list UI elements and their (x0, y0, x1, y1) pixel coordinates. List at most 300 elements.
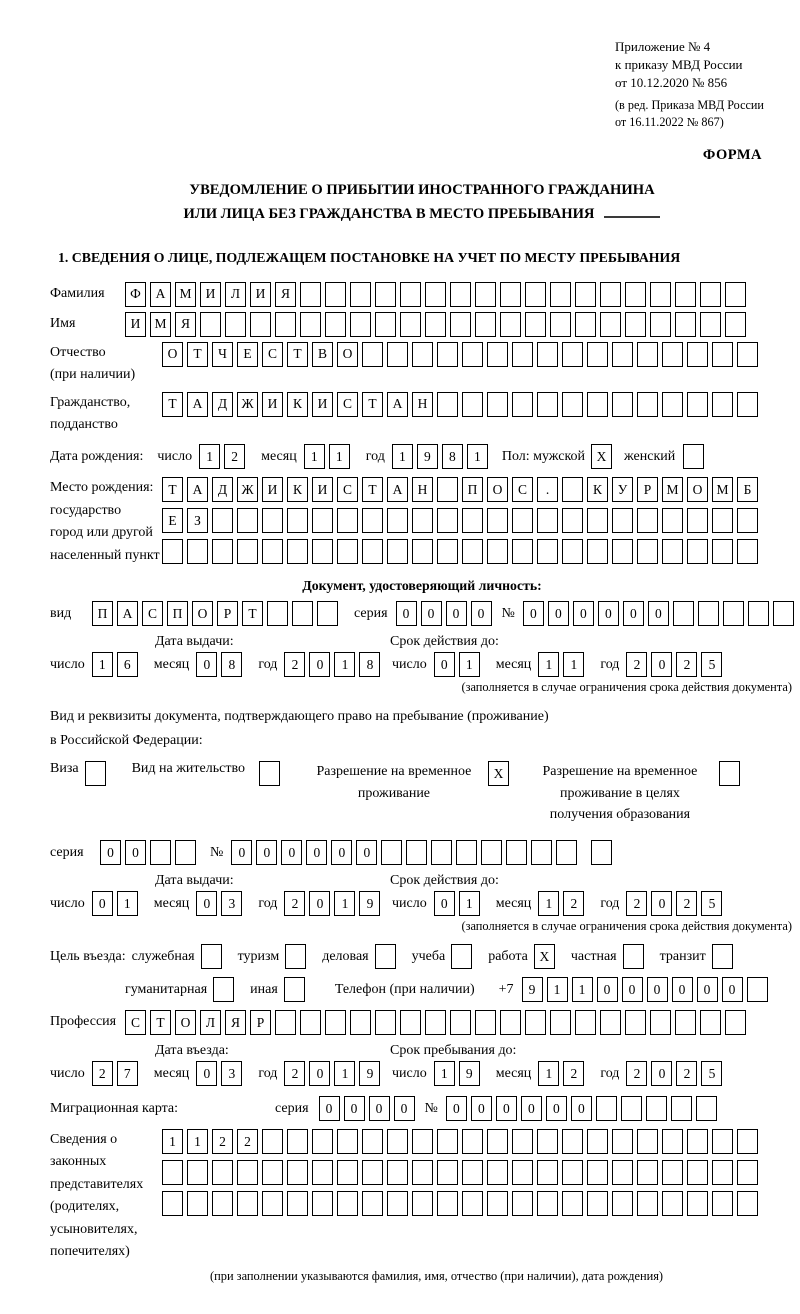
char-cell[interactable] (612, 1160, 633, 1185)
char-cell[interactable] (487, 539, 508, 564)
char-cell[interactable]: 0 (434, 652, 455, 677)
char-cell[interactable] (637, 1160, 658, 1185)
char-cell[interactable]: 0 (306, 840, 327, 865)
char-cell[interactable] (550, 282, 571, 307)
char-cell[interactable]: 0 (196, 1061, 217, 1086)
char-cell[interactable] (262, 1191, 283, 1216)
char-cell[interactable] (487, 508, 508, 533)
char-cell[interactable] (575, 312, 596, 337)
char-cell[interactable] (325, 312, 346, 337)
char-cell[interactable]: 0 (548, 601, 569, 626)
char-cell[interactable] (481, 840, 502, 865)
char-cell[interactable] (300, 1010, 321, 1035)
char-cell[interactable]: 0 (521, 1096, 542, 1121)
char-cell[interactable] (537, 508, 558, 533)
char-cell[interactable] (662, 508, 683, 533)
char-cell[interactable]: 9 (359, 891, 380, 916)
char-cell[interactable] (650, 1010, 671, 1035)
char-cell[interactable]: Я (175, 312, 196, 337)
char-cell[interactable]: С (125, 1010, 146, 1035)
char-cell[interactable]: 1 (199, 444, 220, 469)
char-cell[interactable]: 1 (334, 1061, 355, 1086)
char-cell[interactable]: 1 (162, 1129, 183, 1154)
char-cell[interactable]: 0 (421, 601, 442, 626)
char-cell[interactable] (475, 282, 496, 307)
char-cell[interactable]: 8 (359, 652, 380, 677)
char-cell[interactable] (312, 1160, 333, 1185)
char-cell[interactable] (162, 1160, 183, 1185)
phone-digit-cell[interactable]: 9 (522, 977, 543, 1002)
char-cell[interactable] (700, 1010, 721, 1035)
char-cell[interactable] (300, 282, 321, 307)
char-cell[interactable] (337, 1160, 358, 1185)
char-cell[interactable] (687, 539, 708, 564)
phone-digit-cell[interactable] (747, 977, 768, 1002)
char-cell[interactable] (675, 1010, 696, 1035)
char-cell[interactable] (187, 1160, 208, 1185)
phone-digit-cell[interactable]: 0 (697, 977, 718, 1002)
char-cell[interactable] (312, 1129, 333, 1154)
char-cell[interactable] (487, 1129, 508, 1154)
char-cell[interactable]: О (175, 1010, 196, 1035)
char-cell[interactable] (637, 1129, 658, 1154)
char-cell[interactable]: 2 (563, 891, 584, 916)
char-cell[interactable] (375, 282, 396, 307)
char-cell[interactable] (387, 539, 408, 564)
char-cell[interactable] (425, 282, 446, 307)
char-cell[interactable] (562, 342, 583, 367)
char-cell[interactable] (562, 539, 583, 564)
char-cell[interactable] (487, 1160, 508, 1185)
char-cell[interactable]: 0 (446, 1096, 467, 1121)
char-cell[interactable] (350, 282, 371, 307)
char-cell[interactable]: М (662, 477, 683, 502)
char-cell[interactable] (200, 312, 221, 337)
char-cell[interactable] (562, 477, 583, 502)
char-cell[interactable] (712, 1191, 733, 1216)
char-cell[interactable] (512, 1160, 533, 1185)
char-cell[interactable] (673, 601, 694, 626)
purpose-humanitarian-checkbox[interactable] (213, 977, 234, 1002)
sex-male-checkbox[interactable]: X (591, 444, 612, 469)
char-cell[interactable] (267, 601, 288, 626)
char-cell[interactable] (748, 601, 769, 626)
char-cell[interactable]: 1 (334, 891, 355, 916)
char-cell[interactable]: К (287, 477, 308, 502)
char-cell[interactable]: Т (150, 1010, 171, 1035)
char-cell[interactable]: 0 (571, 1096, 592, 1121)
char-cell[interactable] (698, 601, 719, 626)
char-cell[interactable] (150, 840, 171, 865)
char-cell[interactable] (650, 282, 671, 307)
char-cell[interactable] (162, 1191, 183, 1216)
char-cell[interactable] (437, 1160, 458, 1185)
char-cell[interactable] (612, 392, 633, 417)
char-cell[interactable]: К (587, 477, 608, 502)
char-cell[interactable]: 0 (331, 840, 352, 865)
char-cell[interactable]: 2 (284, 1061, 305, 1086)
char-cell[interactable] (612, 1129, 633, 1154)
char-cell[interactable]: Т (162, 392, 183, 417)
char-cell[interactable] (512, 1129, 533, 1154)
char-cell[interactable]: А (187, 477, 208, 502)
char-cell[interactable] (462, 1191, 483, 1216)
char-cell[interactable]: И (125, 312, 146, 337)
char-cell[interactable]: А (387, 477, 408, 502)
char-cell[interactable]: И (200, 282, 221, 307)
char-cell[interactable] (412, 539, 433, 564)
char-cell[interactable] (725, 282, 746, 307)
char-cell[interactable] (637, 539, 658, 564)
char-cell[interactable]: 0 (396, 601, 417, 626)
char-cell[interactable]: К (287, 392, 308, 417)
char-cell[interactable]: И (262, 477, 283, 502)
char-cell[interactable]: 2 (626, 891, 647, 916)
purpose-work-checkbox[interactable]: X (534, 944, 555, 969)
char-cell[interactable] (675, 312, 696, 337)
char-cell[interactable] (737, 342, 758, 367)
char-cell[interactable]: 0 (196, 652, 217, 677)
char-cell[interactable]: 0 (496, 1096, 517, 1121)
char-cell[interactable] (225, 312, 246, 337)
char-cell[interactable] (312, 539, 333, 564)
char-cell[interactable] (212, 1191, 233, 1216)
char-cell[interactable] (362, 508, 383, 533)
char-cell[interactable] (262, 1160, 283, 1185)
char-cell[interactable] (625, 282, 646, 307)
char-cell[interactable]: О (487, 477, 508, 502)
char-cell[interactable]: 3 (221, 1061, 242, 1086)
char-cell[interactable]: Л (225, 282, 246, 307)
char-cell[interactable] (412, 1160, 433, 1185)
char-cell[interactable]: Ж (237, 392, 258, 417)
char-cell[interactable]: Т (362, 477, 383, 502)
char-cell[interactable] (462, 342, 483, 367)
char-cell[interactable] (212, 539, 233, 564)
char-cell[interactable] (671, 1096, 692, 1121)
char-cell[interactable] (591, 840, 612, 865)
char-cell[interactable] (362, 1129, 383, 1154)
char-cell[interactable] (512, 342, 533, 367)
char-cell[interactable] (687, 1191, 708, 1216)
char-cell[interactable] (537, 1191, 558, 1216)
char-cell[interactable]: 0 (231, 840, 252, 865)
char-cell[interactable]: . (537, 477, 558, 502)
char-cell[interactable] (362, 1160, 383, 1185)
char-cell[interactable] (350, 1010, 371, 1035)
char-cell[interactable] (587, 392, 608, 417)
char-cell[interactable] (262, 539, 283, 564)
char-cell[interactable] (425, 1010, 446, 1035)
char-cell[interactable]: 0 (256, 840, 277, 865)
visa-checkbox[interactable] (85, 761, 106, 786)
char-cell[interactable] (287, 1160, 308, 1185)
char-cell[interactable] (487, 392, 508, 417)
char-cell[interactable] (512, 1191, 533, 1216)
char-cell[interactable]: 0 (309, 891, 330, 916)
char-cell[interactable]: М (712, 477, 733, 502)
char-cell[interactable]: 2 (284, 891, 305, 916)
char-cell[interactable]: 1 (92, 652, 113, 677)
char-cell[interactable] (375, 312, 396, 337)
char-cell[interactable]: 1 (329, 444, 350, 469)
phone-digit-cell[interactable]: 1 (547, 977, 568, 1002)
char-cell[interactable] (662, 539, 683, 564)
char-cell[interactable] (187, 1191, 208, 1216)
char-cell[interactable]: С (262, 342, 283, 367)
sex-female-checkbox[interactable] (683, 444, 704, 469)
char-cell[interactable] (587, 342, 608, 367)
char-cell[interactable] (387, 342, 408, 367)
char-cell[interactable] (600, 282, 621, 307)
char-cell[interactable]: 1 (563, 652, 584, 677)
char-cell[interactable]: 0 (651, 891, 672, 916)
temp-residence-checkbox[interactable]: X (488, 761, 509, 786)
char-cell[interactable] (646, 1096, 667, 1121)
char-cell[interactable] (725, 1010, 746, 1035)
char-cell[interactable] (437, 342, 458, 367)
char-cell[interactable] (687, 342, 708, 367)
char-cell[interactable] (687, 392, 708, 417)
char-cell[interactable]: М (175, 282, 196, 307)
char-cell[interactable] (662, 392, 683, 417)
phone-digit-cell[interactable]: 1 (572, 977, 593, 1002)
char-cell[interactable]: С (142, 601, 163, 626)
char-cell[interactable] (375, 1010, 396, 1035)
char-cell[interactable]: Ч (212, 342, 233, 367)
char-cell[interactable]: О (337, 342, 358, 367)
char-cell[interactable]: П (462, 477, 483, 502)
char-cell[interactable]: Л (200, 1010, 221, 1035)
char-cell[interactable]: Н (412, 392, 433, 417)
char-cell[interactable]: 1 (459, 652, 480, 677)
char-cell[interactable] (387, 1160, 408, 1185)
purpose-business-checkbox[interactable] (375, 944, 396, 969)
char-cell[interactable]: А (150, 282, 171, 307)
residence-permit-checkbox[interactable] (259, 761, 280, 786)
char-cell[interactable] (662, 1129, 683, 1154)
char-cell[interactable] (637, 1191, 658, 1216)
char-cell[interactable] (237, 1191, 258, 1216)
char-cell[interactable] (737, 1191, 758, 1216)
char-cell[interactable] (525, 312, 546, 337)
char-cell[interactable] (562, 1129, 583, 1154)
char-cell[interactable] (712, 342, 733, 367)
char-cell[interactable] (337, 508, 358, 533)
char-cell[interactable]: 0 (471, 601, 492, 626)
char-cell[interactable] (525, 282, 546, 307)
char-cell[interactable] (550, 1010, 571, 1035)
char-cell[interactable]: Б (737, 477, 758, 502)
char-cell[interactable]: С (337, 392, 358, 417)
char-cell[interactable]: 5 (701, 1061, 722, 1086)
char-cell[interactable]: 2 (212, 1129, 233, 1154)
char-cell[interactable] (662, 1191, 683, 1216)
char-cell[interactable] (450, 1010, 471, 1035)
char-cell[interactable]: А (117, 601, 138, 626)
char-cell[interactable]: А (187, 392, 208, 417)
char-cell[interactable]: 2 (92, 1061, 113, 1086)
char-cell[interactable] (325, 282, 346, 307)
char-cell[interactable] (700, 312, 721, 337)
char-cell[interactable] (462, 1160, 483, 1185)
char-cell[interactable]: 0 (434, 891, 455, 916)
purpose-private-checkbox[interactable] (623, 944, 644, 969)
char-cell[interactable]: 2 (676, 1061, 697, 1086)
char-cell[interactable] (450, 282, 471, 307)
char-cell[interactable] (287, 539, 308, 564)
char-cell[interactable] (431, 840, 452, 865)
char-cell[interactable]: Я (225, 1010, 246, 1035)
char-cell[interactable] (387, 1129, 408, 1154)
char-cell[interactable]: Д (212, 392, 233, 417)
char-cell[interactable] (737, 539, 758, 564)
char-cell[interactable]: 0 (309, 1061, 330, 1086)
char-cell[interactable] (612, 508, 633, 533)
char-cell[interactable]: 0 (319, 1096, 340, 1121)
char-cell[interactable] (262, 1129, 283, 1154)
char-cell[interactable]: 0 (281, 840, 302, 865)
char-cell[interactable] (250, 312, 271, 337)
purpose-tourism-checkbox[interactable] (285, 944, 306, 969)
char-cell[interactable]: 0 (309, 652, 330, 677)
char-cell[interactable] (412, 1129, 433, 1154)
char-cell[interactable]: 6 (117, 652, 138, 677)
char-cell[interactable]: Р (217, 601, 238, 626)
char-cell[interactable]: М (150, 312, 171, 337)
char-cell[interactable] (712, 508, 733, 533)
char-cell[interactable] (212, 1160, 233, 1185)
char-cell[interactable] (237, 1160, 258, 1185)
temp-residence-education-checkbox[interactable] (719, 761, 740, 786)
char-cell[interactable] (575, 1010, 596, 1035)
char-cell[interactable] (687, 1129, 708, 1154)
char-cell[interactable]: 2 (676, 891, 697, 916)
char-cell[interactable]: 0 (369, 1096, 390, 1121)
char-cell[interactable]: 1 (187, 1129, 208, 1154)
char-cell[interactable] (506, 840, 527, 865)
char-cell[interactable] (187, 539, 208, 564)
char-cell[interactable] (612, 539, 633, 564)
char-cell[interactable] (337, 1191, 358, 1216)
char-cell[interactable]: 0 (471, 1096, 492, 1121)
char-cell[interactable]: Ф (125, 282, 146, 307)
char-cell[interactable]: 2 (626, 1061, 647, 1086)
char-cell[interactable]: Т (187, 342, 208, 367)
char-cell[interactable]: О (192, 601, 213, 626)
char-cell[interactable] (587, 1129, 608, 1154)
char-cell[interactable] (500, 282, 521, 307)
char-cell[interactable] (487, 342, 508, 367)
char-cell[interactable] (475, 312, 496, 337)
char-cell[interactable]: И (312, 477, 333, 502)
char-cell[interactable] (287, 1191, 308, 1216)
char-cell[interactable]: 1 (334, 652, 355, 677)
char-cell[interactable] (437, 1129, 458, 1154)
char-cell[interactable]: 0 (651, 652, 672, 677)
char-cell[interactable] (737, 392, 758, 417)
char-cell[interactable] (550, 312, 571, 337)
char-cell[interactable] (456, 840, 477, 865)
char-cell[interactable] (500, 312, 521, 337)
purpose-study-checkbox[interactable] (451, 944, 472, 969)
char-cell[interactable] (600, 1010, 621, 1035)
char-cell[interactable] (587, 508, 608, 533)
char-cell[interactable] (737, 1129, 758, 1154)
char-cell[interactable] (462, 1129, 483, 1154)
char-cell[interactable]: Д (212, 477, 233, 502)
char-cell[interactable] (237, 508, 258, 533)
char-cell[interactable]: 0 (651, 1061, 672, 1086)
char-cell[interactable] (362, 1191, 383, 1216)
char-cell[interactable]: Т (362, 392, 383, 417)
phone-digit-cell[interactable]: 0 (672, 977, 693, 1002)
char-cell[interactable]: 1 (459, 891, 480, 916)
char-cell[interactable] (512, 392, 533, 417)
char-cell[interactable]: 0 (344, 1096, 365, 1121)
char-cell[interactable] (337, 539, 358, 564)
char-cell[interactable] (512, 508, 533, 533)
char-cell[interactable] (512, 539, 533, 564)
char-cell[interactable] (525, 1010, 546, 1035)
char-cell[interactable] (462, 508, 483, 533)
char-cell[interactable] (337, 1129, 358, 1154)
char-cell[interactable]: Т (162, 477, 183, 502)
char-cell[interactable]: 7 (117, 1061, 138, 1086)
phone-digit-cell[interactable]: 0 (722, 977, 743, 1002)
char-cell[interactable]: О (162, 342, 183, 367)
char-cell[interactable] (362, 539, 383, 564)
char-cell[interactable] (637, 508, 658, 533)
char-cell[interactable]: Н (412, 477, 433, 502)
char-cell[interactable] (737, 508, 758, 533)
char-cell[interactable] (175, 840, 196, 865)
char-cell[interactable] (675, 282, 696, 307)
char-cell[interactable] (625, 312, 646, 337)
char-cell[interactable]: 1 (434, 1061, 455, 1086)
char-cell[interactable]: В (312, 342, 333, 367)
char-cell[interactable] (437, 1191, 458, 1216)
char-cell[interactable]: 0 (92, 891, 113, 916)
char-cell[interactable] (362, 342, 383, 367)
char-cell[interactable]: Я (275, 282, 296, 307)
phone-digit-cell[interactable]: 0 (622, 977, 643, 1002)
char-cell[interactable] (437, 477, 458, 502)
char-cell[interactable] (587, 539, 608, 564)
char-cell[interactable]: 0 (623, 601, 644, 626)
char-cell[interactable]: 0 (523, 601, 544, 626)
char-cell[interactable] (292, 601, 313, 626)
char-cell[interactable] (612, 342, 633, 367)
purpose-other-checkbox[interactable] (284, 977, 305, 1002)
char-cell[interactable] (687, 508, 708, 533)
char-cell[interactable] (625, 1010, 646, 1035)
char-cell[interactable]: 2 (626, 652, 647, 677)
char-cell[interactable] (237, 539, 258, 564)
char-cell[interactable]: Т (287, 342, 308, 367)
char-cell[interactable] (556, 840, 577, 865)
char-cell[interactable] (387, 508, 408, 533)
char-cell[interactable] (662, 342, 683, 367)
char-cell[interactable] (562, 392, 583, 417)
char-cell[interactable]: Ж (237, 477, 258, 502)
char-cell[interactable]: 0 (648, 601, 669, 626)
char-cell[interactable] (712, 392, 733, 417)
char-cell[interactable]: П (167, 601, 188, 626)
char-cell[interactable] (425, 312, 446, 337)
char-cell[interactable] (650, 312, 671, 337)
char-cell[interactable] (687, 1160, 708, 1185)
